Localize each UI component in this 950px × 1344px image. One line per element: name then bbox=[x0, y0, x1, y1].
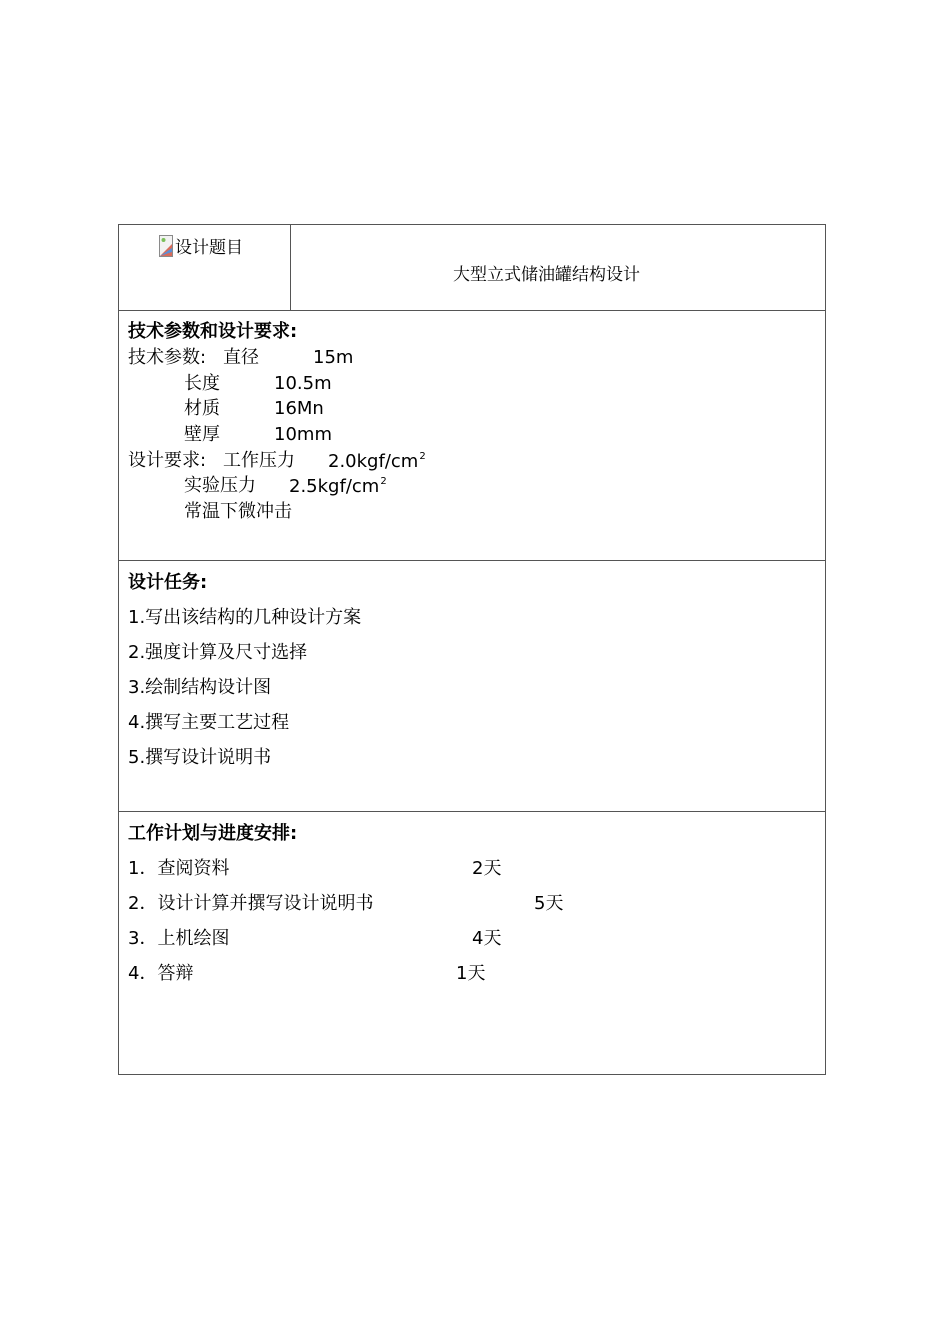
broken-image-icon bbox=[159, 235, 173, 257]
task-item: 1.写出该结构的几种设计方案 bbox=[128, 607, 362, 628]
param-value: 15m bbox=[313, 347, 354, 368]
req-value-sup: 2 bbox=[419, 451, 426, 462]
tech-params-label: 技术参数: bbox=[128, 347, 207, 368]
param-value: 10mm bbox=[274, 424, 332, 445]
design-req-label: 设计要求: bbox=[128, 450, 207, 471]
req-value-text: 2.0kgf/cm bbox=[328, 451, 419, 472]
schedule-task: 4．答辩 bbox=[128, 963, 194, 984]
schedule-task: 2．设计计算并撰写设计说明书 bbox=[128, 893, 374, 914]
param-name: 直径 bbox=[223, 347, 259, 368]
design-title: 大型立式储油罐结构设计 bbox=[453, 265, 640, 285]
param-value: 10.5m bbox=[274, 373, 332, 394]
schedule-task: 3．上机绘图 bbox=[128, 928, 230, 949]
schedule-section bbox=[119, 812, 825, 1074]
req-name: 实验压力 bbox=[184, 475, 256, 496]
task-item: 3.绘制结构设计图 bbox=[128, 677, 272, 698]
design-task-table bbox=[118, 224, 826, 1075]
title-label-cell bbox=[119, 225, 291, 310]
req-value bbox=[328, 452, 426, 471]
task-item: 4.撰写主要工艺过程 bbox=[128, 712, 290, 733]
schedule-days: 2天 bbox=[472, 858, 502, 879]
params-heading: 技术参数和设计要求: bbox=[128, 321, 298, 342]
req-value-sup: 2 bbox=[380, 476, 387, 487]
title-label bbox=[159, 233, 243, 258]
param-name: 材质 bbox=[184, 398, 220, 419]
req-value-text: 2.5kgf/cm bbox=[289, 476, 380, 497]
task-item: 2.强度计算及尺寸选择 bbox=[128, 642, 308, 663]
schedule-heading: 工作计划与进度安排: bbox=[128, 823, 298, 844]
title-label-text: 设计题目 bbox=[175, 238, 243, 258]
schedule-task: 1．查阅资料 bbox=[128, 858, 230, 879]
schedule-days: 4天 bbox=[472, 928, 502, 949]
schedule-days: 5天 bbox=[534, 893, 564, 914]
param-name: 壁厚 bbox=[184, 424, 220, 445]
param-name: 长度 bbox=[184, 373, 220, 394]
schedule-days: 1天 bbox=[456, 963, 486, 984]
title-row bbox=[119, 225, 825, 311]
req-name: 常温下微冲击 bbox=[184, 501, 292, 522]
req-value bbox=[289, 477, 387, 496]
tasks-heading: 设计任务: bbox=[128, 572, 208, 593]
params-section bbox=[119, 311, 825, 561]
task-item: 5.撰写设计说明书 bbox=[128, 747, 272, 768]
tasks-section bbox=[119, 561, 825, 812]
req-name: 工作压力 bbox=[223, 450, 295, 471]
param-value: 16Mn bbox=[274, 398, 324, 419]
